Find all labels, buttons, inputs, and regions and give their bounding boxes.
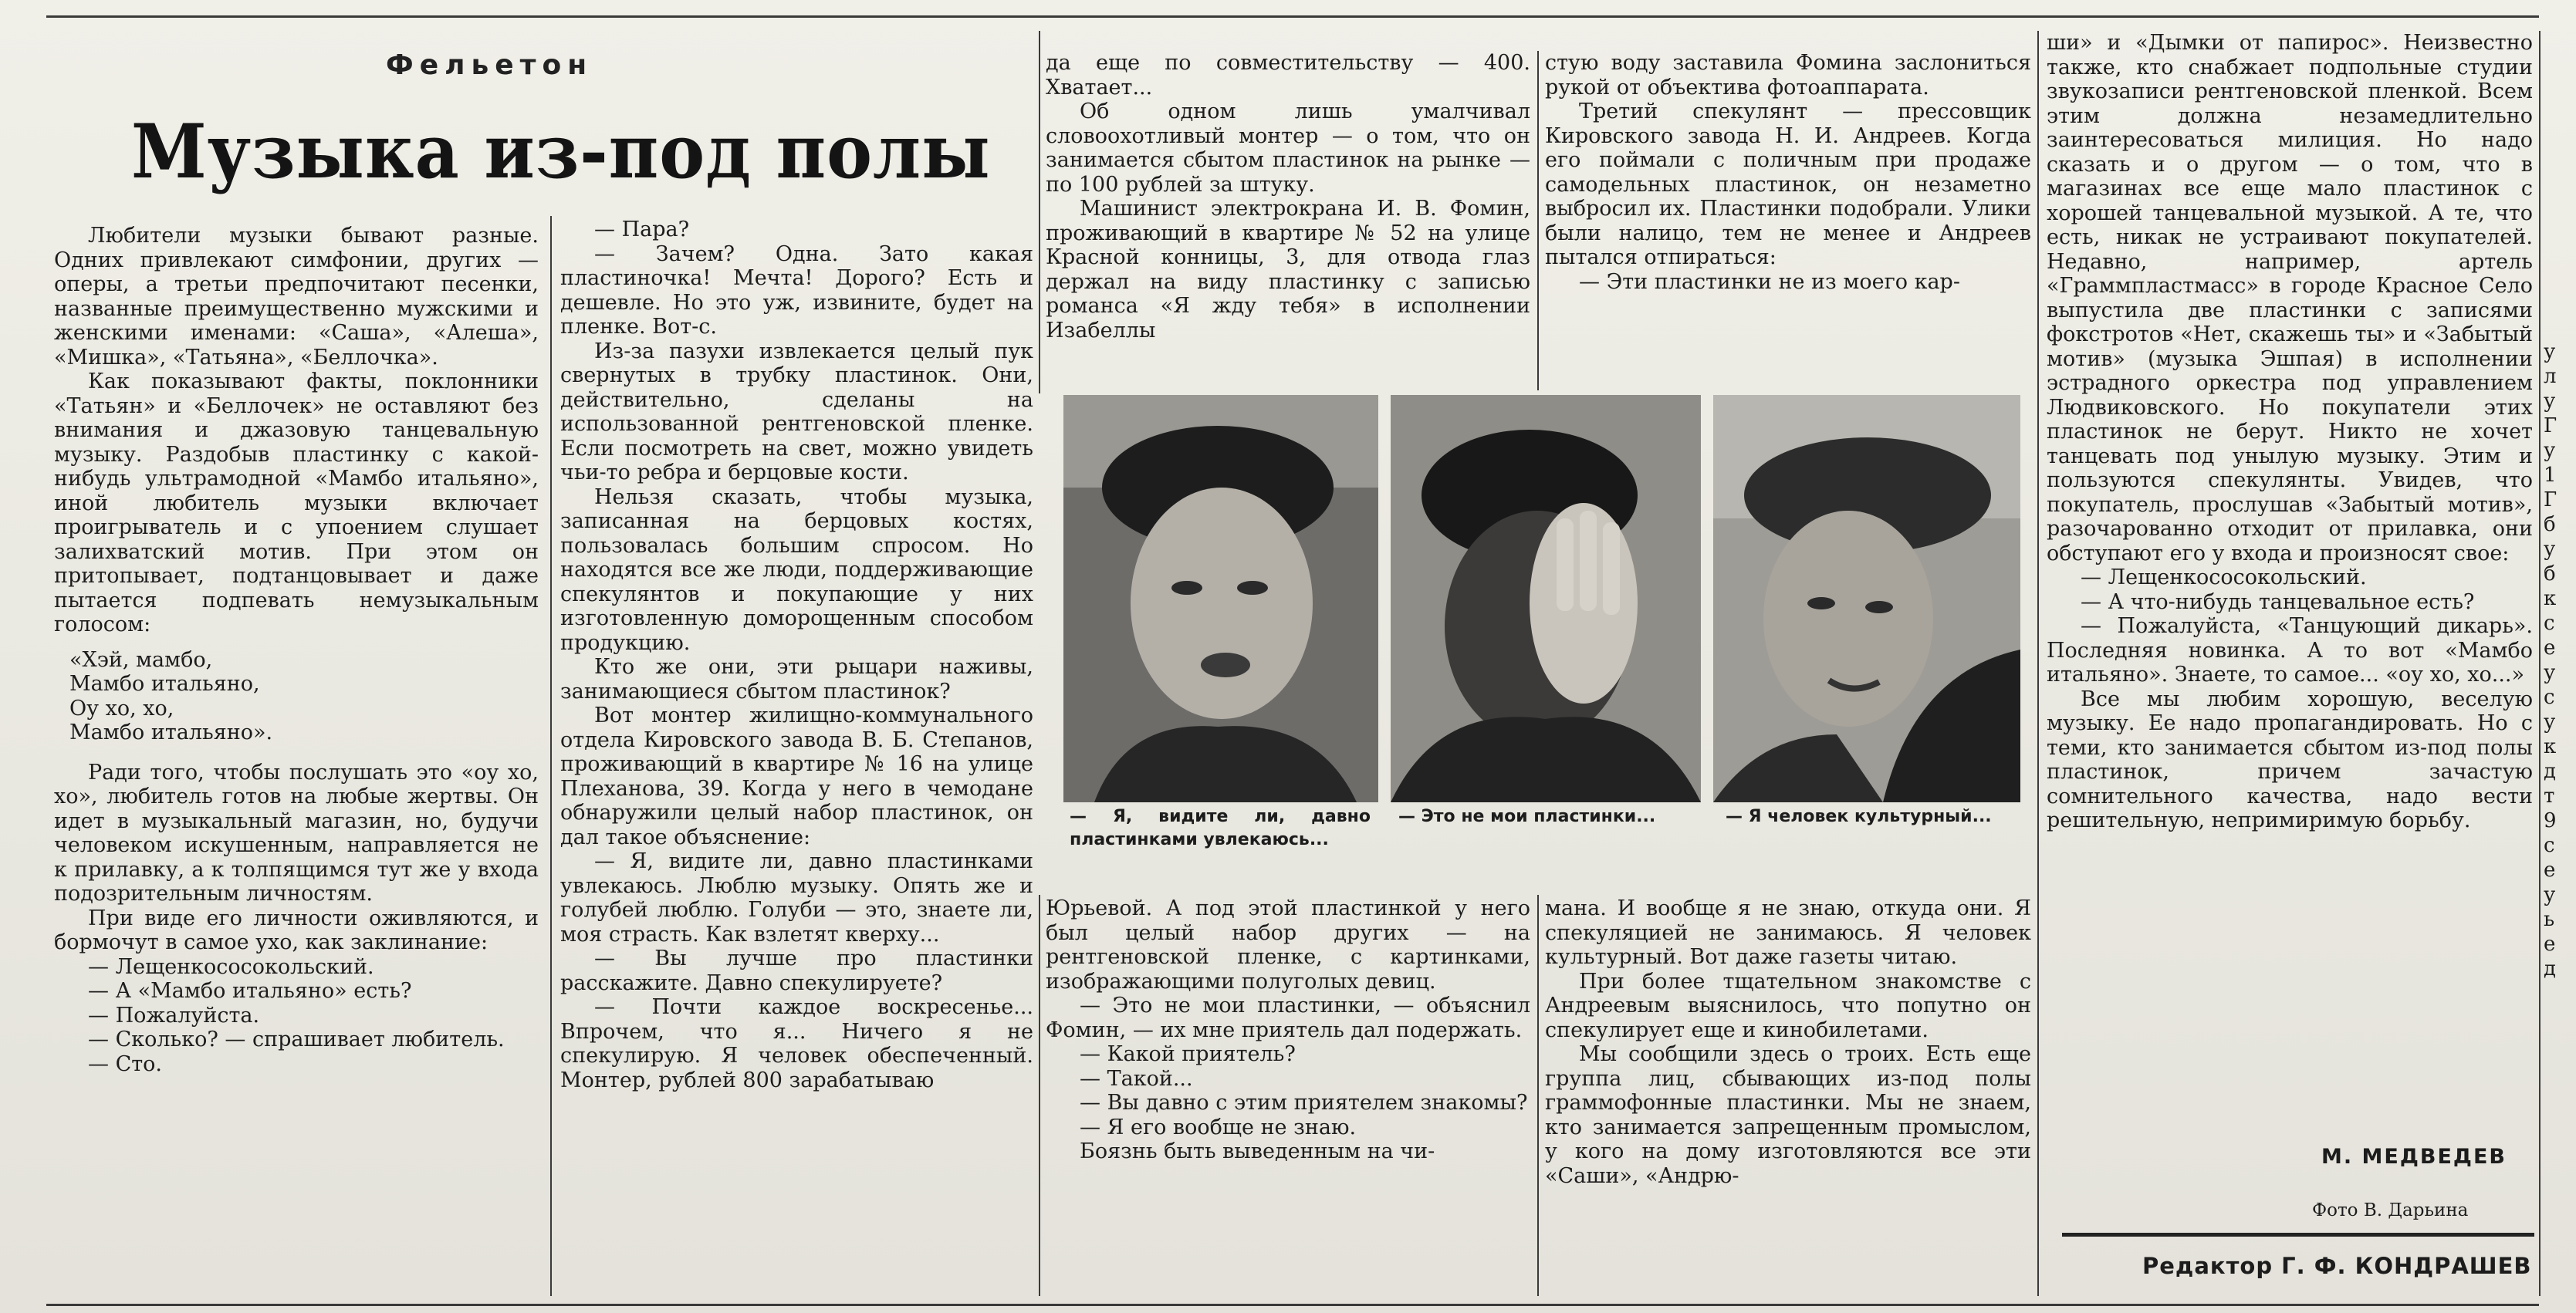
- paragraph: При виде его личности оживляются, и бормочут в самое ухо, как заклинание:: [54, 906, 539, 954]
- edge-fragment: т: [2544, 785, 2555, 808]
- edge-fragment: у: [2544, 711, 2556, 734]
- edge-fragment: у: [2544, 661, 2556, 684]
- column-3-top: [1046, 51, 1530, 390]
- column-rule: [2539, 31, 2541, 1296]
- edge-fragment: е: [2544, 859, 2556, 882]
- paragraph: — Пожалуйста, «Танцующий дикарь». Последняя новинка. А то вот «Мамбо итальяно». Знаете, то самое... «оу хо, хо...»: [2047, 614, 2533, 687]
- paragraph: Юрьевой. А под этой пластинкой у него был целый набор других — на рентгеновской пленке, с картинками, изображающими полуголых девиц.: [1046, 896, 1530, 994]
- paragraph: — Это не мои пластинки, — объяснил Фомин, — их мне приятель дал подержать.: [1046, 994, 1530, 1042]
- paragraph: — Лещенкососокольский.: [88, 954, 374, 979]
- edge-fragment: к: [2544, 587, 2557, 610]
- paragraph: Оу хо, хо,: [69, 696, 174, 721]
- edge-fragment: д: [2544, 760, 2557, 783]
- edge-fragment: Г: [2544, 488, 2557, 511]
- paragraph: Вот монтер жилищно-коммунального отдела Кировского завода В. Б. Степанов, проживающий в квартире № 16 на улице Плеханова, 39. Когда у него в чемодане обнаружили целый набор пластинок, он дал такое объяснение:: [560, 704, 1033, 849]
- paragraph: стую воду заставила Фомина заслониться рукой от объектива фотоаппарата.: [1545, 51, 2031, 100]
- paragraph: Мамбо итальяно,: [69, 672, 260, 696]
- paragraph: Из-за пазухи извлекается целый пук свернутых в трубку пластинок. Они, действительно, сделаны на использованной рентгеновской пленке. Если посмотреть на свет, можно увидеть чьи-то ребра и берцовые кости.: [560, 339, 1033, 484]
- edge-fragment: у: [2544, 883, 2556, 906]
- photo-credit: Фото В. Дарьина: [2312, 1200, 2469, 1220]
- article-kicker: Фельетон: [386, 49, 593, 81]
- paragraph: мана. И вообще я не знаю, откуда они. Я спекуляцией не занимаюсь. Я человек культурный. Вот даже газеты читаю.: [1545, 896, 2031, 969]
- paragraph: — Почти каждое воскресенье... Впрочем, что я... Ничего я не спекулирую. Я человек обеспеченный. Монтер, рублей 800 зарабатываю: [560, 995, 1033, 1092]
- edge-fragment: е: [2544, 933, 2556, 956]
- edge-fragment: у: [2544, 340, 2556, 363]
- paragraph: «Хэй, мамбо,: [69, 647, 213, 672]
- paragraph: Мамбо итальяно».: [69, 721, 273, 744]
- paragraph: Кто же они, эти рыцари наживы, занимающиеся сбытом пластинок?: [560, 655, 1033, 704]
- edge-fragment: у: [2544, 390, 2556, 413]
- edge-fragment: к: [2544, 735, 2557, 758]
- column-2: [560, 218, 1033, 1298]
- photo-stepanov: [1063, 395, 1378, 802]
- column-rule: [1039, 31, 1040, 393]
- paragraph: — Я, видите ли, давно пластинками увлекаюсь. Люблю музыку. Опять же и голубей люблю. Голуби — это, знаете ли, моя страсть. Как взлетят кверху...: [560, 849, 1033, 947]
- column-rule: [2037, 31, 2039, 1296]
- column-rule: [1537, 51, 1539, 390]
- column-rule: [1537, 895, 1539, 1296]
- paragraph: — Пожалуйста.: [88, 1003, 260, 1028]
- paragraph: Об одном лишь умалчивал словоохотливый монтер — о том, что он занимается сбытом пластинок на рынке — по 100 рублей за штуку.: [1046, 100, 1530, 197]
- column-4-top: [1545, 51, 2031, 390]
- paragraph: ши» и «Дымки от папирос». Неизвестно также, кто снабжает подпольные студии звукозаписи рентгеновской пленкой. Всем этим должна незамедлительно заинтересоваться милиция. Но надо сказать и о другом — о том, что в магазинах все еще мало пластинок с хорошей танцевальной музыкой. А те, что есть, никак не устраивают покупателей. Недавно, например, артель «Граммпластмасс» в городе Красное Село выпустила две пластинки с записями фокстротов «Нет, скажешь ты» и «Забытый мотив» (музыка Эшпая) в исполнении эстрадного оркестра под управлением Людвиковского. Но покупатели этих пластинок не берут. Никто не хочет танцевать под унылую музыку. Этим и пользуются спекулянты. Увидев, что покупатель, прослушав «Забытый мотив», разочарованно отходит от прилавка, они обступают его у входа и произносят свое:: [2047, 31, 2533, 565]
- paragraph: — А «Мамбо итальяно» есть?: [88, 979, 412, 1003]
- paragraph: Мы сообщили здесь о троих. Есть еще группа лиц, сбывающих из-под полы граммофонные пластинки. Мы не знаем, кто занимается запрещенным промыслом, у кого на дому изготовляются все эти «Саши», «Андрю-: [1545, 1042, 2031, 1188]
- paragraph: Как показывают факты, поклонники «Татьян» и «Беллочек» не оставляют без внимания и джазовую танцевальную музыку. Раздобыв пластинку с какой-нибудь ультрамодной «Мамбо итальяно», иной любитель музыки включает проигрыватель и с упоением слушает залихватский мотив. При этом он притопывает, подтанцовывает и даже пытается подпевать немузыкальным голосом:: [54, 370, 539, 636]
- paragraph: Боязнь быть выведенным на чи-: [1080, 1139, 1435, 1163]
- column-1: [54, 224, 539, 1296]
- paragraph: — Сто.: [88, 1051, 163, 1076]
- editor-rule: [2062, 1233, 2534, 1237]
- paragraph: Ради того, чтобы послушать это «оу хо, хо», любитель готов на любые жертвы. Он идет в музыкальный магазин, но, будучи человеком искушенным, направляется не к прилавку, а к толпящимся тут же у входа подозрительным личностям.: [54, 760, 539, 906]
- edge-fragment: б: [2544, 513, 2556, 536]
- photo-caption: — Это не мои пластинки...: [1398, 807, 1656, 826]
- paragraph: — Вы лучше про пластинки расскажите. Давно спекулируете?: [560, 947, 1033, 995]
- column-rule: [550, 216, 552, 1296]
- photo-caption: — Я, видите ли, давно пластинками увлекаюсь...: [1070, 807, 1371, 849]
- paragraph: Нельзя сказать, чтобы музыка, записанная на берцовых костях, пользовалась большим спросом. Но находятся все же люди, поддерживающие спекулянтов и покупающие у них изготовленную доморощенным способом продукцию.: [560, 484, 1033, 655]
- photo-caption: — Я человек культурный...: [1726, 807, 1992, 826]
- edge-fragment: с: [2544, 612, 2555, 635]
- column-3-bottom: [1046, 896, 1530, 1298]
- paragraph: — Какой приятель?: [1080, 1042, 1296, 1066]
- paragraph: Все мы любим хорошую, веселую музыку. Ее надо пропагандировать. Но с теми, кто занимается сбытом из-под полы пластинок, причем зачастую сомнительного качества, надо вести решительную, непримиримую борьбу.: [2047, 687, 2533, 832]
- paragraph: — Зачем? Одна. Зато какая пластиночка! Мечта! Дорого? Есть и дешевле. Но это уж, извините, будет на пленке. Вот-с.: [560, 241, 1033, 339]
- paragraph: — Я его вообще не знаю.: [1080, 1115, 1357, 1139]
- paragraph: Третий спекулянт — прессовщик Кировского завода Н. И. Андреев. Когда его поймали с поличным при продаже самодельных пластинок, он незаметно выбросил их. Пластинки подобрали. Улики были налицо, тем не менее и Андреев пытался отпираться:: [1545, 100, 2031, 269]
- edge-fragment: ь: [2544, 908, 2555, 931]
- top-rule: [46, 15, 2539, 18]
- edge-fragment: с: [2544, 834, 2555, 857]
- edge-fragment: у: [2544, 538, 2556, 561]
- paragraph: — Эти пластинки не из моего кар-: [1579, 269, 1960, 294]
- edge-fragment: Г: [2544, 414, 2557, 437]
- paragraph: да еще по совместительству — 400. Хватает...: [1046, 51, 1530, 100]
- bottom-rule: [46, 1304, 2539, 1306]
- column-rule: [1039, 895, 1040, 1296]
- column-5: [2047, 31, 2533, 1126]
- paragraph: — Пара?: [594, 218, 690, 241]
- column-4-bottom: [1545, 896, 2031, 1298]
- editor-line: Редактор Г. Ф. КОНДРАШЕВ: [2142, 1253, 2532, 1279]
- edge-fragment: у: [2544, 439, 2556, 462]
- edge-fragment: б: [2544, 562, 2556, 586]
- paragraph: Любители музыки бывают разные. Одних привлекают симфонии, других — оперы, а третьи предпочитают песенки, названные преимущественно мужскими и женскими именами: «Саша», «Алеша», «Мишка», «Татьяна», «Беллочка».: [54, 224, 539, 370]
- edge-fragment: л: [2544, 365, 2557, 388]
- author-signature: М. МЕДВЕДЕВ: [2321, 1145, 2507, 1169]
- paragraph: При более тщательном знакомстве с Андреевым выяснилось, что попутно он спекулирует еще и кинобилетами.: [1545, 969, 2031, 1042]
- edge-fragment: 9: [2544, 809, 2557, 832]
- paragraph: — Сколько? — спрашивает любитель.: [88, 1028, 505, 1051]
- article-headline: Музыка из-под полы: [131, 108, 991, 195]
- edge-fragment: е: [2544, 636, 2556, 660]
- photo-fomin: [1391, 395, 1701, 802]
- edge-fragment: 1: [2544, 464, 2557, 487]
- edge-fragment: д: [2544, 957, 2557, 981]
- paragraph: — Такой...: [1080, 1066, 1193, 1091]
- paragraph: Машинист электрокрана И. В. Фомин, проживающий в квартире № 52 на улице Красной конницы, 3, для отвода глаз держал на виду пластинку с записью романса «Я жду тебя» в исполнении Изабеллы: [1046, 197, 1530, 343]
- paragraph: — А что-нибудь танцевальное есть?: [2081, 589, 2475, 614]
- paragraph: — Лещенкососокольский.: [2081, 565, 2367, 589]
- photo-andreev: [1713, 395, 2020, 802]
- paragraph: — Вы давно с этим приятелем знакомы?: [1080, 1091, 1528, 1115]
- adjacent-column-fragment: [2544, 339, 2576, 981]
- edge-fragment: с: [2544, 686, 2555, 709]
